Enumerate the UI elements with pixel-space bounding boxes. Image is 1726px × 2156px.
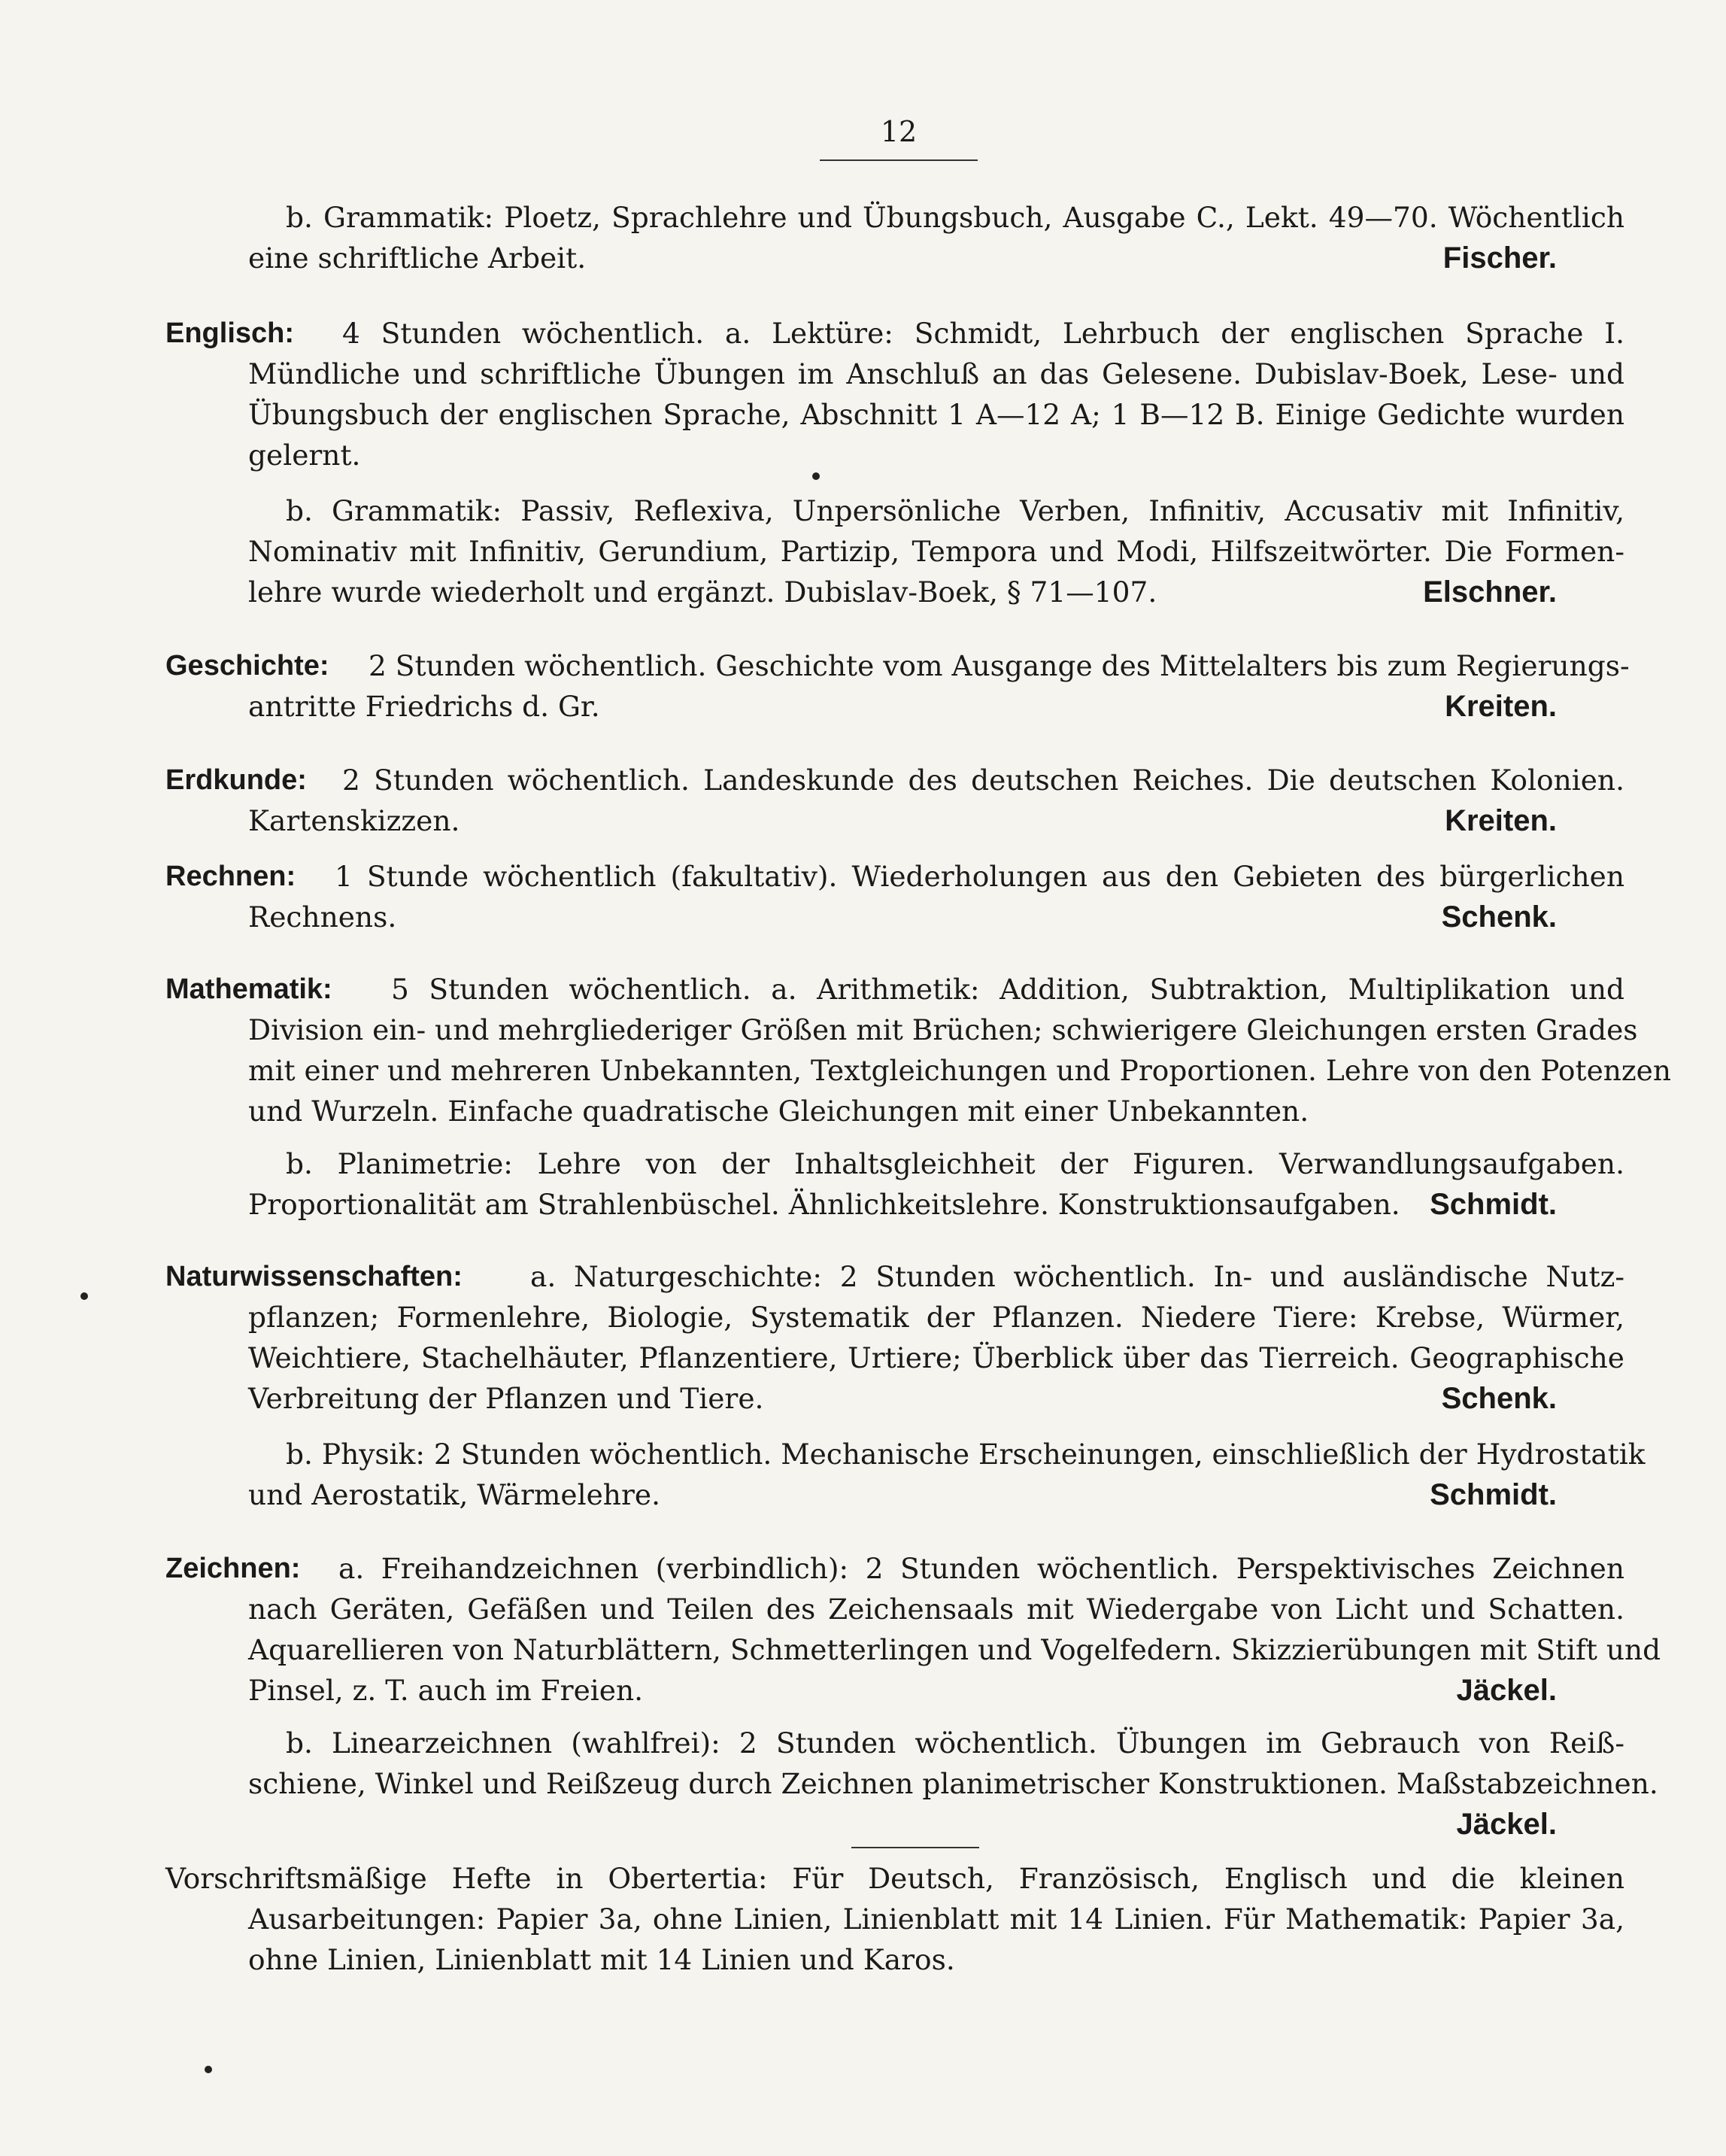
naturwissenschaften-heading: Naturwissenschaften: xyxy=(165,1261,463,1292)
teacher-schenk-2: Schenk. xyxy=(1441,1382,1557,1415)
print-speck xyxy=(812,472,820,480)
freihandzeichnen-line3: Aquarellieren von Naturblättern, Schmetterlingen und Vogelfedern. Skizzierübungen mit Stift und xyxy=(248,1633,1661,1666)
mathematik-line1: 5 Stunden wöchentlich. a. Arithmetik: Addition, Subtraktion, Multiplikation und xyxy=(391,973,1624,1006)
englisch-line4: gelernt. xyxy=(248,439,361,472)
linearzeichnen-line1: b. Linearzeichnen (wahlfrei): 2 Stunden wöchentlich. Übungen im Gebrauch von Reiß- xyxy=(286,1726,1624,1760)
naturgeschichte-line3: Weichtiere, Stachelhäuter, Pflanzentiere, Urtiere; Überblick über das Tierreich. Geographische xyxy=(248,1341,1624,1374)
teacher-kreiten-1: Kreiten. xyxy=(1445,690,1557,723)
page-number: 12 xyxy=(880,115,918,148)
englisch-line2: Mündliche und schriftliche Übungen im Anschluß an das Gelesene. Dubislav-Boek, Lese- und xyxy=(248,357,1624,390)
teacher-fischer: Fischer. xyxy=(1442,241,1557,275)
freihandzeichnen-line2: nach Geräten, Gefäßen und Teilen des Zeichensaals mit Wiedergabe von Licht und Schatten. xyxy=(248,1593,1624,1626)
hefte-line3: ohne Linien, Linienblatt mit 14 Linien und Karos. xyxy=(248,1943,955,1976)
teacher-jaeckel-1: Jäckel. xyxy=(1456,1674,1557,1707)
print-speck xyxy=(80,1292,88,1300)
franz-grammar-line1: b. Grammatik: Ploetz, Sprachlehre und Übungsbuch, Ausgabe C., Lekt. 49—70. Wöchentlich xyxy=(286,201,1624,234)
naturgeschichte-line4: Verbreitung der Pflanzen und Tiere. xyxy=(248,1382,764,1415)
page-number-rule xyxy=(820,159,978,161)
englisch-line3: Übungsbuch der englischen Sprache, Abschnitt 1 A—12 A; 1 B—12 B. Einige Gedichte wurden xyxy=(248,398,1624,431)
teacher-schmidt-1: Schmidt. xyxy=(1430,1188,1557,1221)
erdkunde-line1: 2 Stunden wöchentlich. Landeskunde des deutschen Reiches. Die deutschen Kolonien. xyxy=(342,764,1624,797)
hefte-line2: Ausarbeitungen: Papier 3a, ohne Linien, Linienblatt mit 14 Linien. Für Mathematik: Papier 3a, xyxy=(248,1902,1624,1936)
print-speck xyxy=(205,2066,212,2073)
englisch-grammar-line3: lehre wurde wiederholt und ergänzt. Dubislav-Boek, § 71—107. xyxy=(248,575,1157,609)
geschichte-heading: Geschichte: xyxy=(165,650,329,682)
separator-rule xyxy=(851,1847,979,1848)
englisch-line1: 4 Stunden wöchentlich. a. Lektüre: Schmidt, Lehrbuch der englischen Sprache I. xyxy=(342,317,1624,350)
teacher-schenk-1: Schenk. xyxy=(1441,900,1557,934)
mathematik-line3: mit einer und mehreren Unbekannten, Textgleichungen und Proportionen. Lehre von den Potenzen xyxy=(248,1054,1672,1087)
freihandzeichnen-line1: a. Freihandzeichnen (verbindlich): 2 Stunden wöchentlich. Perspektivisches Zeichnen xyxy=(338,1552,1624,1585)
teacher-elschner: Elschner. xyxy=(1423,575,1557,609)
teacher-schmidt-2: Schmidt. xyxy=(1430,1478,1557,1511)
naturgeschichte-line2: pflanzen; Formenlehre, Biologie, Systematik der Pflanzen. Niedere Tiere: Krebse, Würmer, xyxy=(248,1301,1624,1334)
naturgeschichte-line1: a. Naturgeschichte: 2 Stunden wöchentlich. In- und ausländische Nutz- xyxy=(530,1260,1624,1293)
franz-grammar-line2: eine schriftliche Arbeit. xyxy=(248,241,587,275)
englisch-grammar-line2: Nominativ mit Infinitiv, Gerundium, Partizip, Tempora und Modi, Hilfszeitwörter. Die Formen- xyxy=(248,535,1624,568)
physik-line2: und Aerostatik, Wärmelehre. xyxy=(248,1478,660,1511)
mathematik-line4: und Wurzeln. Einfache quadratische Gleichungen mit einer Unbekannten. xyxy=(248,1095,1309,1128)
mathematik-line2: Division ein- und mehrgliederiger Größen mit Brüchen; schwierigere Gleichungen ersten Grades xyxy=(248,1013,1638,1046)
teacher-jaeckel-2: Jäckel. xyxy=(1456,1808,1557,1841)
rechnen-line2: Rechnens. xyxy=(248,900,397,934)
rechnen-heading: Rechnen: xyxy=(165,861,296,892)
physik-line1: b. Physik: 2 Stunden wöchentlich. Mechanische Erscheinungen, einschließlich der Hydrostatik xyxy=(286,1438,1646,1471)
teacher-kreiten-2: Kreiten. xyxy=(1445,804,1557,837)
hefte-line1: Vorschriftsmäßige Hefte in Obertertia: Für Deutsch, Französisch, Englisch und die kleinen xyxy=(165,1862,1624,1895)
planimetrie-line1: b. Planimetrie: Lehre von der Inhaltsgleichheit der Figuren. Verwandlungsaufgaben. xyxy=(286,1147,1624,1180)
freihandzeichnen-line4: Pinsel, z. T. auch im Freien. xyxy=(248,1674,644,1707)
englisch-grammar-line1: b. Grammatik: Passiv, Reflexiva, Unpersönliche Verben, Infinitiv, Accusativ mit Infinitiv, xyxy=(286,494,1624,527)
geschichte-line2: antritte Friedrichs d. Gr. xyxy=(248,690,600,723)
mathematik-heading: Mathematik: xyxy=(165,973,332,1005)
linearzeichnen-line2: schiene, Winkel und Reißzeug durch Zeichnen planimetrischer Konstruktionen. Maßstabzeichnen. xyxy=(248,1767,1658,1800)
zeichnen-heading: Zeichnen: xyxy=(165,1553,301,1584)
erdkunde-line2: Kartenskizzen. xyxy=(248,804,460,837)
planimetrie-line2: Proportionalität am Strahlenbüschel. Ähnlichkeitslehre. Konstruktionsaufgaben. xyxy=(248,1188,1400,1221)
rechnen-line1: 1 Stunde wöchentlich (fakultativ). Wiederholungen aus den Gebieten des bürgerlichen xyxy=(335,860,1624,893)
englisch-heading: Englisch: xyxy=(165,317,295,349)
erdkunde-heading: Erdkunde: xyxy=(165,764,307,796)
geschichte-line1: 2 Stunden wöchentlich. Geschichte vom Ausgange des Mittelalters bis zum Regierungs- xyxy=(369,649,1630,682)
